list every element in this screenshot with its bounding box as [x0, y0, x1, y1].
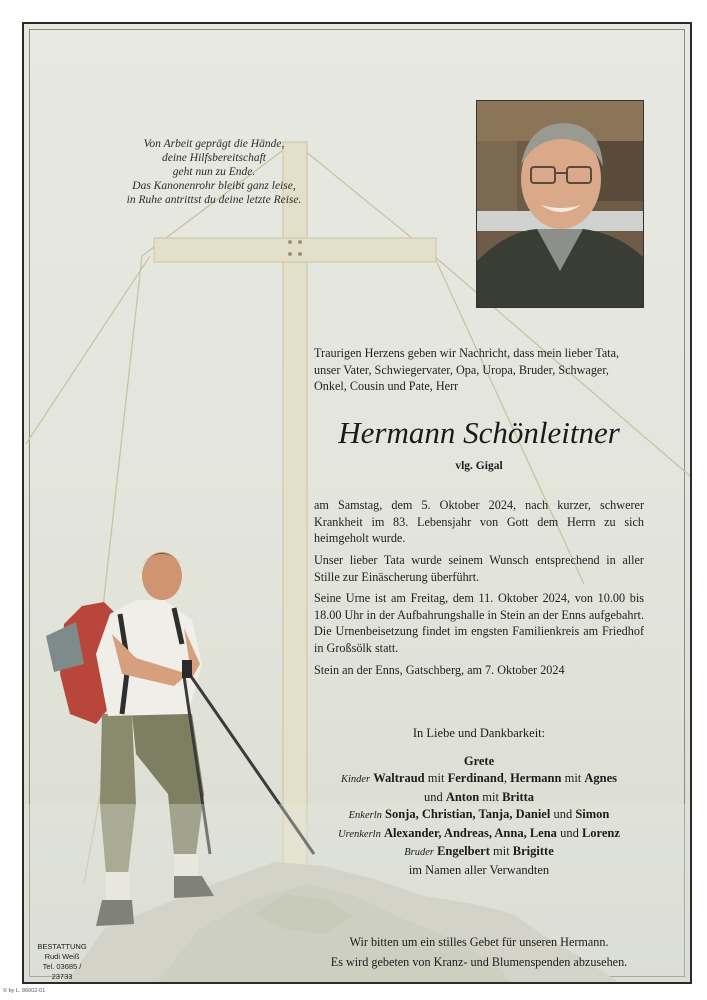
grandchildren-label: Enkerln [348, 810, 382, 821]
intro-line: Onkel, Cousin und Pate, Herr [314, 379, 459, 393]
poem-line: in Ruhe antrittst du deine letzte Reise. [126, 194, 302, 206]
intro-text [314, 345, 644, 395]
memorial-poem [94, 137, 334, 207]
grandchildren-line: Enkerln Sonja, Christian, Tanja, Daniel und Simon [348, 807, 610, 821]
children-line-1: Kinder Waltraud mit Ferdinand, Hermann mit Agnes [340, 771, 618, 785]
intro-line: Traurigen Herzens geben wir Nachricht, dass mein lieber Tata, [314, 346, 620, 360]
house-name: vlg. Gigal [455, 460, 503, 472]
intro-line: unser Vater, Schwiegervater, Opa, Uropa, Bruder, Schwager, [314, 362, 609, 377]
undertaker-line: BESTATTUNG [37, 942, 87, 951]
mourners-list [314, 725, 644, 879]
deceased-name: Hermann Schönleitner [338, 415, 620, 450]
poem-line: Von Arbeit geprägt die Hände, [143, 138, 285, 150]
print-reference: © by L. 86002-01 [3, 988, 46, 994]
children-label: Kinder [340, 774, 371, 785]
undertaker-line: Rudi Weiß [44, 952, 80, 961]
mourners-heading: In Liebe und Dankbarkeit: [412, 726, 546, 740]
obituary-frame [22, 22, 692, 984]
brother-label: Bruder [404, 847, 434, 858]
closing-line: Es wird gebeten von Kranz- und Blumenspenden abzusehen. [330, 955, 628, 969]
poem-line: deine Hilfsbereitschaft [161, 152, 266, 164]
cremation-paragraph: Unser lieber Tata wurde seinem Wunsch entsprechend in aller Stille zur Einäscherung überführt. [314, 553, 644, 584]
poem-line: Das Kanonenrohr bleibt ganz leise, [132, 180, 296, 192]
greatgrandchildren-line: Urenkerln Alexander, Andreas, Anna, Lena und Lorenz [338, 825, 620, 840]
closing-text [294, 932, 664, 972]
brother-line: Bruder Engelbert mit Brigitte [404, 844, 554, 858]
greatgrandchildren-label: Urenkerln [338, 828, 381, 840]
undertaker-line: Tel. 03685 / 23733 [42, 962, 82, 981]
spouse-name: Grete [463, 753, 495, 768]
closing-line: Wir bitten um ein stilles Gebet für unseren Hermann. [349, 935, 609, 949]
children-line-2: und Anton mit Britta [423, 789, 535, 804]
place-date: Stein an der Enns, Gatschberg, am 7. Oktober 2024 [314, 663, 565, 677]
portrait-image [477, 101, 643, 307]
poem-line: geht nun zu Ende. [172, 166, 256, 178]
urn-viewing-paragraph: Seine Urne ist am Freitag, dem 11. Oktober 2024, von 10.00 bis 18.00 Uhr in der Aufbahrungshalle in Stein an der Enns aufgebahrt. Die Urnenbeisetzung findet im engsten Familienkreis am Friedhof in Großsölk statt. [314, 591, 644, 655]
undertaker-info [32, 942, 92, 982]
death-notice-paragraph: am Samstag, dem 5. Oktober 2024, nach kurzer, schwerer Krankheit im 83. Lebensjahr von Gott dem Herrn zu sich heimgeholt wurde. [314, 498, 644, 545]
portrait-photo [476, 100, 644, 308]
mourners-footer: im Namen aller Verwandten [408, 862, 550, 877]
